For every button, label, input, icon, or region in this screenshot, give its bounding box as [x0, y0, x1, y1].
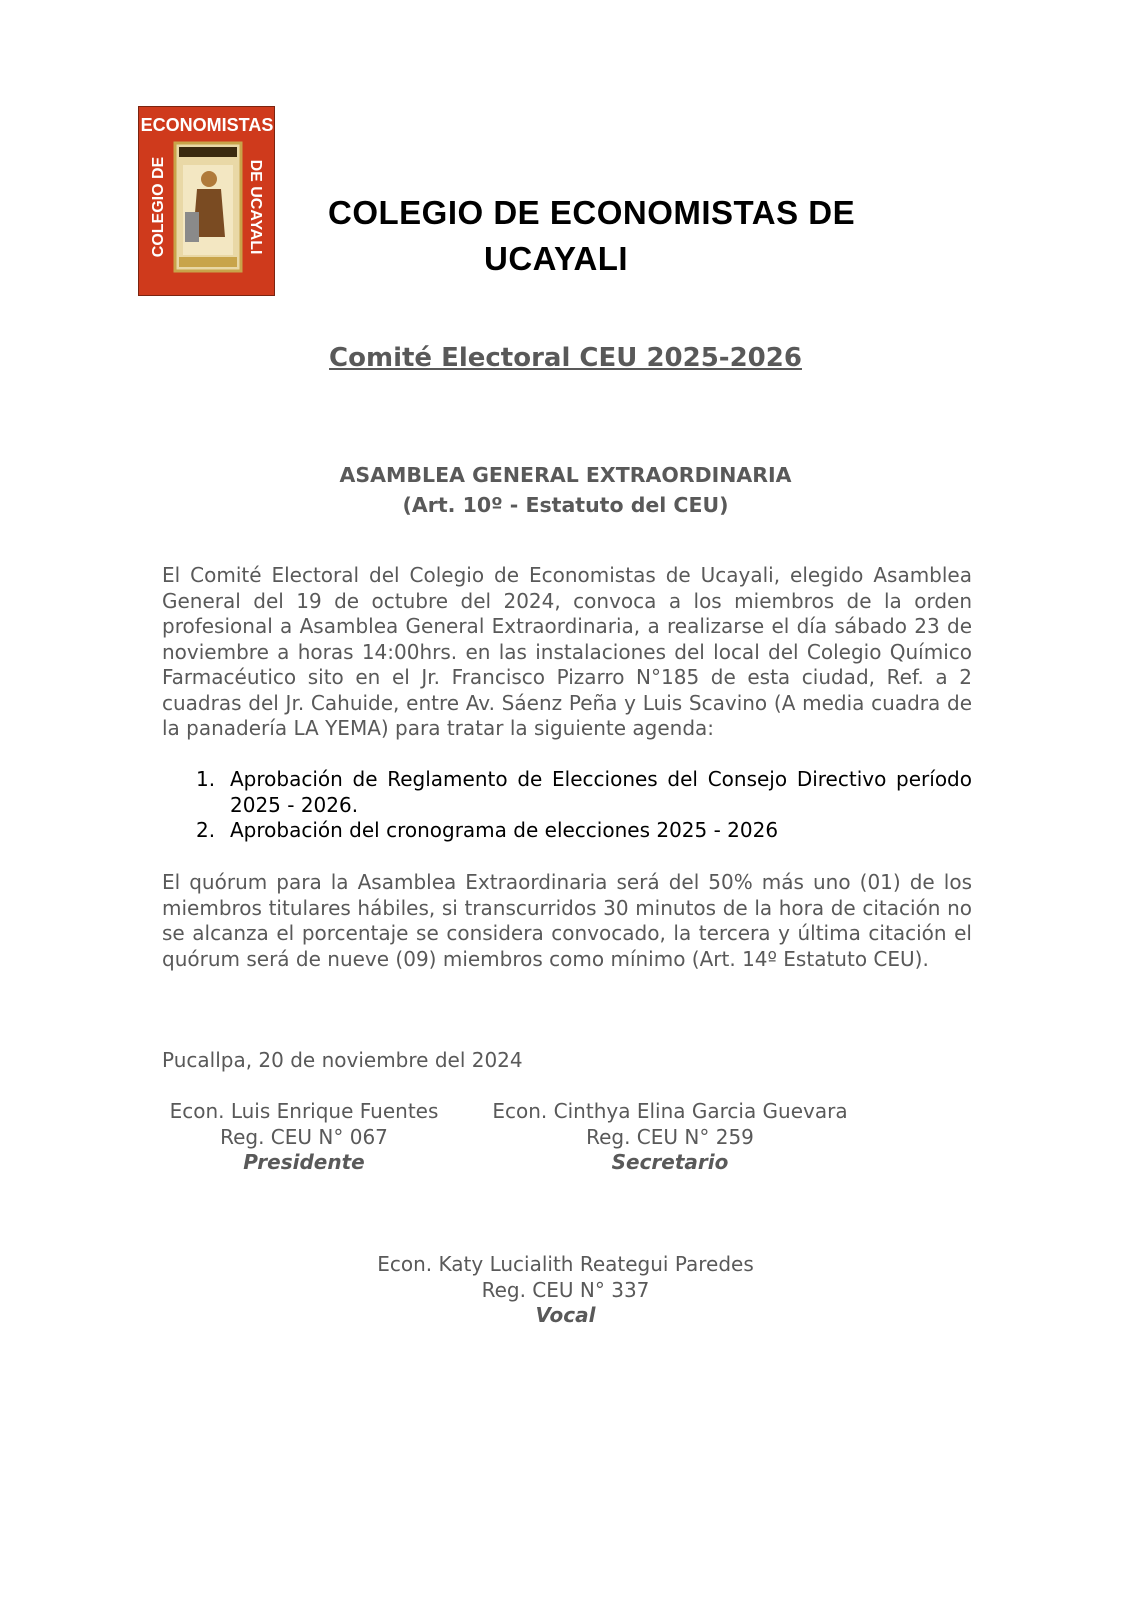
signatory-name: Econ. Cinthya Elina Garcia Guevara: [492, 1099, 848, 1123]
signature-block-president: [148, 1099, 460, 1176]
agenda-item-text: Aprobación del cronograma de elecciones 2025 - 2026: [230, 818, 779, 842]
signatory-registration: Reg. CEU N° 259: [586, 1124, 754, 1149]
convocation-paragraph: El Comité Electoral del Colegio de Economistas de Ucayali, elegido Asamblea General del 19 de octubre del 2024, convoca a los miembros de la orden profesional a Asamblea General Extraordinaria, a realizarse el día sábado 23 de noviembre a horas 14:00hrs. en las instalaciones del local del Colegio Químico Farmacéutico sito en el Jr. Francisco Pizarro N°185 de esta ciudad, Ref. a 2 cuadras del Jr. Cahuide, entre Av. Sáenz Peña y Luis Scavino (A media cuadra de la panadería LA YEMA) para tratar la siguiente agenda:: [162, 563, 972, 740]
quorum-paragraph: El quórum para la Asamblea Extraordinaria será del 50% más uno (01) de los miembros titulares hábiles, si transcurridos 30 minutos de la hora de citación no se alcanza el porcentaje se considera convocado, la tercera y última citación el quórum será de nueve (09) miembros como mínimo (Art. 14º Estatuto CEU).: [162, 870, 972, 971]
signatory-registration: Reg. CEU N° 067: [220, 1124, 388, 1149]
institution-name-line2: UCAYALI: [484, 240, 629, 277]
signatory-role: Vocal: [535, 1303, 596, 1327]
signatory-registration: Reg. CEU N° 337: [481, 1277, 650, 1302]
agenda-item: [162, 818, 972, 844]
logo-text-left: COLEGIO DE: [150, 156, 167, 258]
agenda-item-number: 2.: [196, 818, 216, 842]
agenda-item: [162, 767, 972, 818]
agenda-item-text: Aprobación de Reglamento de Elecciones del Consejo Directivo período 2025 - 2026.: [230, 767, 972, 817]
signature-block-secretary: [480, 1099, 860, 1176]
logo-text-right: DE UCAYALI: [247, 159, 264, 255]
agenda-item-number: 1.: [196, 767, 216, 791]
agenda-list: [162, 767, 972, 844]
assembly-title: ASAMBLEA GENERAL EXTRAORDINARIA: [339, 463, 792, 487]
institution-logo: [138, 106, 275, 296]
committee-title: Comité Electoral CEU 2025-2026: [329, 343, 802, 373]
signatory-role: Presidente: [243, 1150, 365, 1174]
logo-emblem: [139, 107, 274, 295]
signatory-name: Econ. Katy Lucialith Reategui Paredes: [377, 1252, 754, 1276]
assembly-subtitle: (Art. 10º - Estatuto del CEU): [402, 493, 729, 517]
signatory-role: Secretario: [611, 1150, 729, 1174]
signatory-name: Econ. Luis Enrique Fuentes: [169, 1099, 439, 1123]
signature-block-vocal: [300, 1252, 831, 1329]
institution-name-line1: COLEGIO DE ECONOMISTAS DE: [328, 194, 856, 231]
logo-text-top: ECONOMISTAS: [140, 115, 274, 135]
assembly-heading: [0, 460, 1131, 520]
institution-name: [300, 190, 1000, 282]
date-line: Pucallpa, 20 de noviembre del 2024: [162, 1048, 523, 1072]
